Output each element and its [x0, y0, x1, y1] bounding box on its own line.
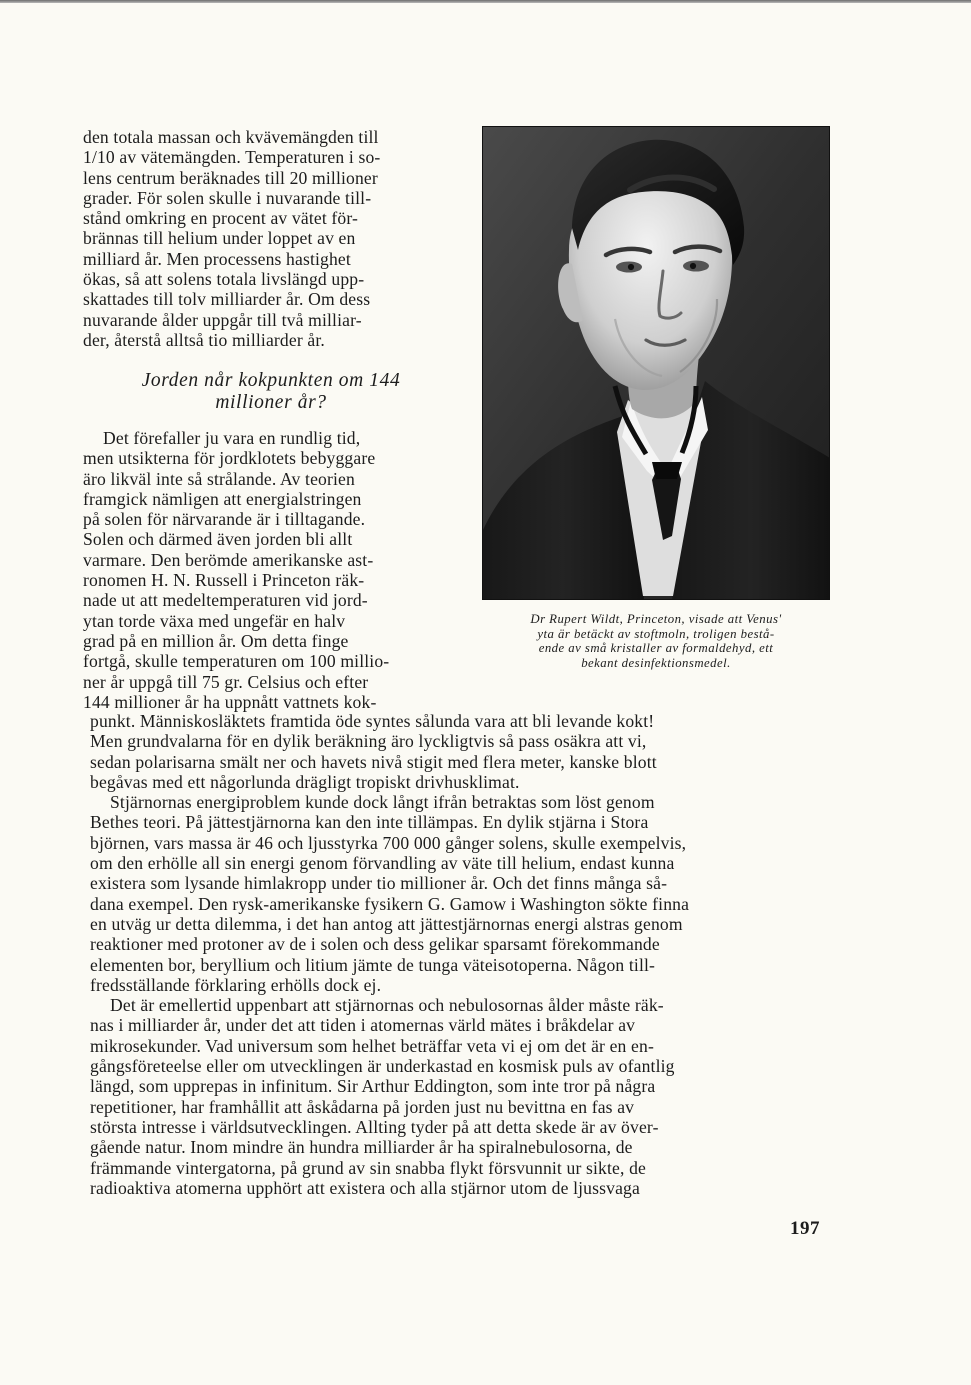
- left-column-paragraph: [83, 428, 459, 712]
- text-line: existera som lysande himlakropp under tio millioner år. Och det finns många så-: [90, 873, 668, 894]
- text-line: den totala massan och kvävemängden till: [83, 127, 379, 147]
- caption-line: yta är betäckt av stoftmoln, troligen bestå-: [537, 626, 775, 641]
- text-line: Det är emellertid uppenbart att stjärnornas och nebulosornas ålder måste räk-: [110, 995, 664, 1016]
- paragraph: [90, 995, 834, 1198]
- text-line: om den erhölle all sin energi genom förvandling av väte till helium, endast kunna: [90, 853, 675, 874]
- text-line: gående natur. Inom mindre än hundra milliarder år ha spiralnebulosorna, de: [90, 1137, 633, 1158]
- paragraph: [90, 792, 834, 995]
- section-heading-line-2: millioner år?: [215, 392, 327, 413]
- text-line: Det förefaller ju vara en rundlig tid,: [103, 428, 361, 448]
- text-line: stånd omkring en procent av vätet för-: [83, 208, 359, 229]
- caption-line: bekant desinfektionsmedel.: [581, 656, 731, 671]
- text-line: på solen för närvarande är i tilltagande.: [83, 509, 366, 530]
- text-line: elementen bor, beryllium och litium jämte de tunga väteisotoperna. Någon till-: [90, 954, 656, 975]
- text-line: sedan polarisarna smält ner och havets nivå stigit med flera meter, kanske blott: [90, 751, 657, 772]
- text-line: fredsställande förklaring erhölls dock ej.: [90, 974, 382, 995]
- text-line: der, återstå alltså tio milliarder år.: [83, 329, 325, 350]
- text-line: brännas till helium under loppet av en: [83, 228, 356, 249]
- text-line: skattades till tolv milliarder år. Om dess: [83, 289, 371, 310]
- paragraph: [90, 711, 834, 792]
- text-line: nade ut att medeltemperaturen vid jord-: [83, 590, 368, 611]
- text-line: längd, som upprepas in infinitum. Sir Arthur Eddington, som inte tror på några: [90, 1076, 656, 1097]
- text-line: en utväg ur detta dilemma, i det han antog att jättestjärnornas energi alstras genom: [90, 913, 683, 934]
- text-line: reaktioner med protoner av de i solen och dess gelikar sparsamt förekommande: [90, 934, 660, 955]
- opening-paragraph: [83, 127, 459, 350]
- section-heading: [83, 370, 459, 414]
- text-line: framgick nämligen att energialstringen: [83, 488, 362, 509]
- caption-line: ende av små kristaller av formaldehyd, ett: [538, 641, 774, 656]
- text-line: främmande vintergatorna, på grund av sin snabba flykt försvunnit ur sikte, de: [90, 1157, 647, 1178]
- text-line: björnen, vars massa är 46 och ljusstyrka 700 000 gånger solens, skulle exempelvis,: [90, 832, 687, 853]
- text-line: mikrosekunder. Vad universum som helhet beträffar veta vi ej om det är en en-: [90, 1035, 654, 1056]
- text-line: Stjärnornas energiproblem kunde dock långt ifrån betraktas som löst genom: [110, 792, 655, 813]
- text-line: lens centrum beräknades till 20 millioner: [83, 167, 378, 188]
- section-heading-line-1: Jorden når kokpunkten om 144: [141, 370, 401, 391]
- text-line: äro likväl inte så strålande. Av teorien: [83, 468, 355, 489]
- portrait-photo: [482, 126, 830, 600]
- text-line: punkt. Människosläktets framtida öde syntes sålunda vara att bli levande kokt!: [90, 711, 655, 731]
- text-line: Men grundvalarna för en dylik beräkning äro lyckligtvis så pass osäkra att vi,: [90, 731, 647, 752]
- text-line: varmare. Den berömde amerikanske ast-: [83, 549, 374, 570]
- text-line: ner år uppgå till 75 gr. Celsius och efter: [83, 671, 369, 692]
- text-line: men utsikterna för jordklotets bebyggare: [83, 448, 376, 469]
- text-line: ronomen H. N. Russell i Princeton räk-: [83, 570, 365, 591]
- text-line: milliard år. Men processens hastighet: [83, 248, 351, 269]
- text-line: fortgå, skulle temperaturen om 100 millio-: [83, 651, 390, 672]
- text-line: grader. För solen skulle i nuvarande till-: [83, 187, 372, 208]
- text-line: Bethes teori. På jättestjärnorna kan den inte tillämpas. En dylik stjärna i Stora: [90, 812, 649, 833]
- text-line: begåvas med ett någorlunda drägligt tropiskt drivhusklimat.: [90, 771, 520, 792]
- text-line: grad på en million år. Om detta finge: [83, 630, 349, 651]
- portrait-illustration: [482, 126, 830, 600]
- text-line: dana exempel. Den rysk-amerikanske fysikern G. Gamow i Washington sökte finna: [90, 893, 690, 914]
- top-page-rule: [0, 0, 971, 3]
- page-number: 197: [790, 1218, 820, 1239]
- text-line: ytan torde växa med ungefär en halv: [83, 610, 346, 631]
- full-width-text: [90, 711, 834, 1198]
- text-line: ökas, så att solens totala livslängd upp-: [83, 269, 365, 290]
- text-line: nuvarande ålder uppgår till två milliar-: [83, 309, 362, 330]
- text-line: gångsföreteelse eller om utvecklingen är underkastad en kosmisk puls av ofantlig: [90, 1056, 675, 1077]
- text-line: 1/10 av vätemängden. Temperaturen i so-: [83, 147, 381, 168]
- text-line: största intresse i världsutvecklingen. Allting tyder på att detta skede är av över-: [90, 1116, 659, 1137]
- text-line: repetitioner, har framhållit att åskådarna på jorden just nu bevittna en fas av: [90, 1096, 635, 1117]
- text-line: radioaktiva atomerna upphört att existera och alla stjärnor utom de ljussvaga: [90, 1177, 640, 1198]
- caption-line: Dr Rupert Wildt, Princeton, visade att Venus': [530, 612, 782, 626]
- text-line: nas i milliarder år, under det att tiden i atomernas värld mätes i bråkdelar av: [90, 1015, 636, 1036]
- text-line: Solen och därmed även jorden bli allt: [83, 529, 353, 550]
- photo-caption: [482, 612, 830, 671]
- text-line: 144 millioner år ha uppnått vattnets kok-: [83, 691, 377, 712]
